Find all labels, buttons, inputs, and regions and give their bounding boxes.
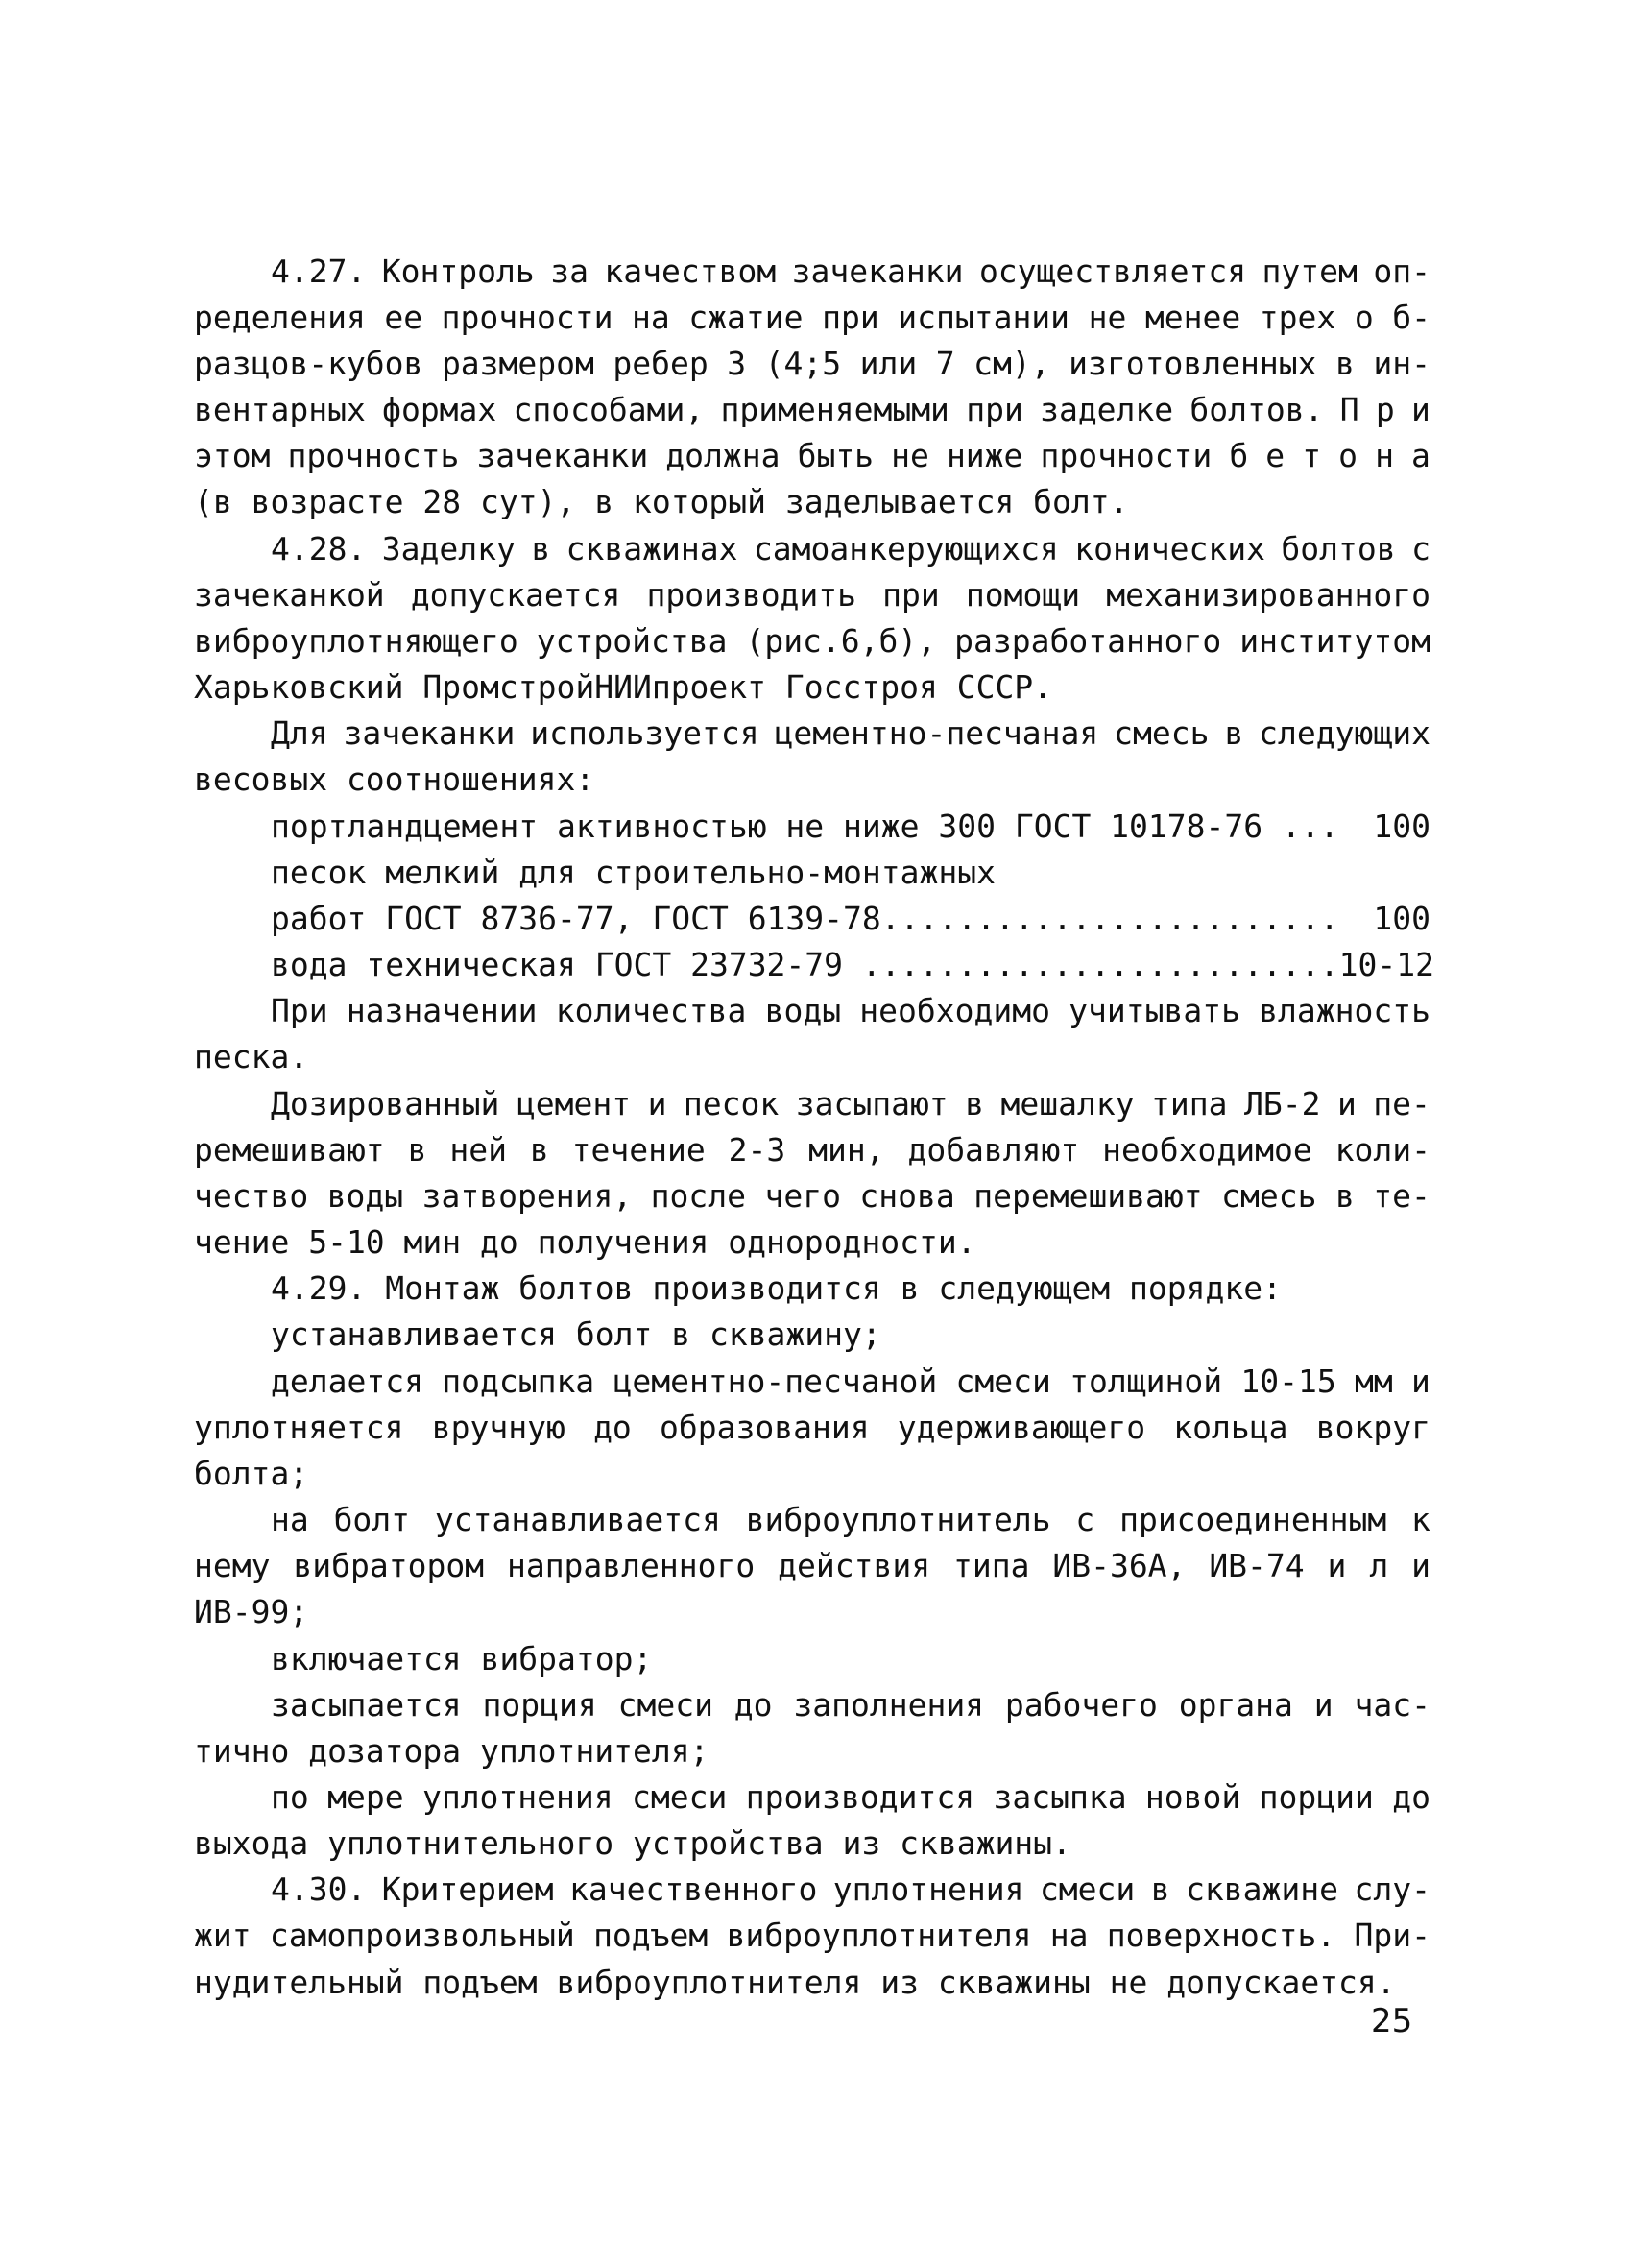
text-line: выхода уплотнительного устройства из скважины. [194, 1824, 1071, 1862]
text-line: 4.29. Монтаж болтов производится в следующем порядке: [271, 1269, 1282, 1307]
text-line: чение 5-10 мин до получения однородности. [194, 1223, 976, 1261]
text-line: болта; [194, 1455, 309, 1492]
text-line: песок мелкий для строительно-монтажных [271, 854, 996, 891]
text-line [271, 805, 1430, 849]
text-line [271, 943, 1434, 987]
text-line: При назначении количества воды необходимо учитывать влажность [271, 992, 1430, 1029]
text-line: нудительный подъем виброуплотнителя из скважины не допускается. [194, 1964, 1396, 2001]
table-row-label: портландцемент активностью не ниже 300 ГОСТ 10178-76 ... [271, 808, 1339, 845]
text-line: 4.28. Заделку в скважинах самоанкерующихся конических болтов с [271, 530, 1430, 567]
text-line: устанавливается болт в скважину; [271, 1315, 881, 1353]
table-row-label: вода техническая ГОСТ 23732-79 ......................... [271, 946, 1339, 983]
text-line: включается вибратор; [271, 1640, 653, 1677]
text-line: тично дозатора уплотнителя; [194, 1732, 709, 1770]
text-line: чество воды затворения, после чего снова перемешивают смесь в те- [194, 1177, 1430, 1215]
text-line: ИВ-99; [194, 1593, 309, 1630]
text-line: (в возрасте 28 сут), в который заделывается болт. [194, 483, 1129, 520]
table-row-label: работ ГОСТ 8736-77, ГОСТ 6139-78........................ [271, 900, 1339, 937]
text-line: Харьковский ПромстройНИИпроект Госстроя СССР. [194, 668, 1053, 706]
text-line: делается подсыпка цементно-песчаной смеси толщиной 10-15 мм и [271, 1363, 1430, 1400]
text-line: весовых соотношениях: [194, 760, 595, 798]
text-line: ределения ее прочности на сжатие при испытании не менее трех о б- [194, 299, 1430, 336]
text-line: этом прочность зачеканки должна быть не ниже прочности б е т о н а [194, 437, 1430, 474]
text-line: вентарных формах способами, применяемыми при заделке болтов. П р и [194, 391, 1430, 428]
text-line: по мере уплотнения смеси производится засыпка новой порции до [271, 1778, 1430, 1816]
text-line: разцов-кубов размером ребер 3 (4;5 или 7 см), изготовленных в ин- [194, 345, 1430, 382]
text-line: на болт устанавливается виброуплотнитель с присоединенным к [271, 1501, 1430, 1538]
text-line: песка. [194, 1038, 309, 1075]
text-line: жит самопроизвольный подъем виброуплотнителя на поверхность. При- [194, 1917, 1430, 1954]
table-row-value: 10-12 [1338, 946, 1434, 983]
text-line: засыпается порция смеси до заполнения рабочего органа и час- [271, 1686, 1430, 1724]
page-number: 25 [1371, 2002, 1413, 2040]
text-line: Дозированный цемент и песок засыпают в мешалку типа ЛБ-2 и пе- [271, 1085, 1430, 1122]
text-line: Для зачеканки используется цементно-песчаная смесь в следующих [271, 714, 1430, 752]
table-row-value: 100 [1373, 808, 1430, 845]
text-line: 4.30. Критерием качественного уплотнения смеси в скважине слу- [271, 1870, 1430, 1908]
text-line: нему вибратором направленного действия типа ИВ-36А, ИВ-74 и л и [194, 1547, 1430, 1584]
table-row-value: 100 [1373, 900, 1430, 937]
text-line: ремешивают в ней в течение 2-3 мин, добавляют необходимое коли- [194, 1131, 1430, 1169]
text-line: виброуплотняющего устройства (рис.6,б), разработанного институтом [194, 622, 1430, 660]
text-line: уплотняется вручную до образования удерживающего кольца вокруг [194, 1409, 1430, 1446]
text-line: 4.27. Контроль за качеством зачеканки осуществляется путем оп- [271, 253, 1430, 290]
text-line: зачеканкой допускается производить при помощи механизированного [194, 576, 1430, 614]
text-line [271, 897, 1430, 941]
